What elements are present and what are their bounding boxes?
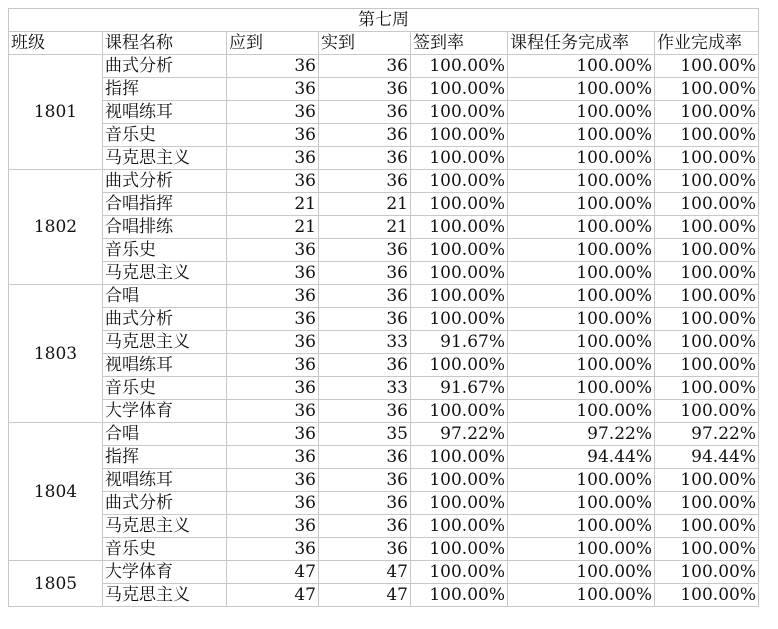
- homework-rate-cell[interactable]: 100.00%: [655, 515, 759, 538]
- expected-cell[interactable]: 36: [227, 78, 319, 101]
- table-row: [9, 469, 759, 492]
- task-rate-cell[interactable]: 100.00%: [508, 561, 655, 584]
- task-rate-cell[interactable]: 100.00%: [508, 354, 655, 377]
- task-rate-cell[interactable]: 94.44%: [508, 446, 655, 469]
- header-homework-rate[interactable]: 作业完成率: [655, 32, 759, 55]
- signin-rate-cell[interactable]: 100.00%: [411, 561, 508, 584]
- course-cell[interactable]: 曲式分析: [103, 308, 227, 331]
- actual-cell[interactable]: 36: [319, 538, 411, 561]
- actual-cell[interactable]: 36: [319, 285, 411, 308]
- actual-cell[interactable]: 36: [319, 446, 411, 469]
- actual-cell[interactable]: 36: [319, 469, 411, 492]
- expected-cell[interactable]: 36: [227, 285, 319, 308]
- table-row: [9, 331, 759, 354]
- expected-cell[interactable]: 21: [227, 193, 319, 216]
- signin-rate-cell[interactable]: 100.00%: [411, 354, 508, 377]
- course-cell[interactable]: 音乐史: [103, 538, 227, 561]
- table-row: [9, 584, 759, 607]
- actual-cell[interactable]: 36: [319, 124, 411, 147]
- class-cell[interactable]: 1803: [9, 285, 103, 423]
- signin-rate-cell[interactable]: 100.00%: [411, 492, 508, 515]
- homework-rate-cell[interactable]: 100.00%: [655, 308, 759, 331]
- course-cell[interactable]: 视唱练耳: [103, 469, 227, 492]
- class-cell[interactable]: 1804: [9, 423, 103, 561]
- course-cell[interactable]: 指挥: [103, 78, 227, 101]
- table-row: [9, 78, 759, 101]
- signin-rate-cell[interactable]: 100.00%: [411, 515, 508, 538]
- expected-cell[interactable]: 36: [227, 515, 319, 538]
- expected-cell[interactable]: 47: [227, 584, 319, 607]
- expected-cell[interactable]: 36: [227, 400, 319, 423]
- signin-rate-cell[interactable]: 100.00%: [411, 147, 508, 170]
- homework-rate-cell[interactable]: 97.22%: [655, 423, 759, 446]
- actual-cell[interactable]: 36: [319, 354, 411, 377]
- signin-rate-cell[interactable]: 100.00%: [411, 124, 508, 147]
- homework-rate-cell[interactable]: 100.00%: [655, 400, 759, 423]
- class-cell[interactable]: 1802: [9, 170, 103, 285]
- header-task-rate[interactable]: 课程任务完成率: [508, 32, 655, 55]
- table-row: [9, 285, 759, 308]
- header-row: [9, 32, 759, 55]
- homework-rate-cell[interactable]: 100.00%: [655, 147, 759, 170]
- homework-rate-cell[interactable]: 100.00%: [655, 354, 759, 377]
- table-row: [9, 538, 759, 561]
- actual-cell[interactable]: 36: [319, 55, 411, 78]
- expected-cell[interactable]: 36: [227, 492, 319, 515]
- course-cell[interactable]: 曲式分析: [103, 55, 227, 78]
- table-row: [9, 515, 759, 538]
- task-rate-cell[interactable]: 100.00%: [508, 55, 655, 78]
- table-row: [9, 377, 759, 400]
- signin-rate-cell[interactable]: 100.00%: [411, 446, 508, 469]
- class-cell[interactable]: 1805: [9, 561, 103, 607]
- header-class[interactable]: 班级: [9, 32, 103, 55]
- actual-cell[interactable]: 36: [319, 262, 411, 285]
- homework-rate-cell[interactable]: 94.44%: [655, 446, 759, 469]
- actual-cell[interactable]: 36: [319, 239, 411, 262]
- actual-cell[interactable]: 21: [319, 193, 411, 216]
- table-row: [9, 170, 759, 193]
- homework-rate-cell[interactable]: 100.00%: [655, 469, 759, 492]
- class-cell[interactable]: 1801: [9, 55, 103, 170]
- task-rate-cell[interactable]: 100.00%: [508, 400, 655, 423]
- task-rate-cell[interactable]: 100.00%: [508, 193, 655, 216]
- expected-cell[interactable]: 36: [227, 308, 319, 331]
- homework-rate-cell[interactable]: 100.00%: [655, 584, 759, 607]
- actual-cell[interactable]: 47: [319, 561, 411, 584]
- homework-rate-cell[interactable]: 100.00%: [655, 124, 759, 147]
- homework-rate-cell[interactable]: 100.00%: [655, 561, 759, 584]
- task-rate-cell[interactable]: 100.00%: [508, 492, 655, 515]
- table-row: [9, 101, 759, 124]
- homework-rate-cell[interactable]: 100.00%: [655, 331, 759, 354]
- signin-rate-cell[interactable]: 91.67%: [411, 331, 508, 354]
- task-rate-cell[interactable]: 100.00%: [508, 515, 655, 538]
- course-cell[interactable]: 合唱指挥: [103, 193, 227, 216]
- actual-cell[interactable]: 33: [319, 377, 411, 400]
- course-cell[interactable]: 曲式分析: [103, 170, 227, 193]
- task-rate-cell[interactable]: 100.00%: [508, 239, 655, 262]
- task-rate-cell[interactable]: 97.22%: [508, 423, 655, 446]
- task-rate-cell[interactable]: 100.00%: [508, 331, 655, 354]
- task-rate-cell[interactable]: 100.00%: [508, 262, 655, 285]
- course-cell[interactable]: 马克思主义: [103, 584, 227, 607]
- course-cell[interactable]: 大学体育: [103, 561, 227, 584]
- signin-rate-cell[interactable]: 100.00%: [411, 469, 508, 492]
- expected-cell[interactable]: 36: [227, 469, 319, 492]
- signin-rate-cell[interactable]: 100.00%: [411, 285, 508, 308]
- course-cell[interactable]: 音乐史: [103, 124, 227, 147]
- course-cell[interactable]: 大学体育: [103, 400, 227, 423]
- table-row: [9, 492, 759, 515]
- sheet-title[interactable]: 第七周: [9, 9, 759, 32]
- expected-cell[interactable]: 36: [227, 239, 319, 262]
- expected-cell[interactable]: 36: [227, 262, 319, 285]
- course-cell[interactable]: 马克思主义: [103, 515, 227, 538]
- task-rate-cell[interactable]: 100.00%: [508, 124, 655, 147]
- actual-cell[interactable]: 36: [319, 147, 411, 170]
- task-rate-cell[interactable]: 100.00%: [508, 538, 655, 561]
- signin-rate-cell[interactable]: 100.00%: [411, 78, 508, 101]
- signin-rate-cell[interactable]: 100.00%: [411, 55, 508, 78]
- table-row: [9, 423, 759, 446]
- task-rate-cell[interactable]: 100.00%: [508, 101, 655, 124]
- course-cell[interactable]: 马克思主义: [103, 262, 227, 285]
- table-row: [9, 446, 759, 469]
- actual-cell[interactable]: 36: [319, 492, 411, 515]
- signin-rate-cell[interactable]: 100.00%: [411, 400, 508, 423]
- actual-cell[interactable]: 36: [319, 308, 411, 331]
- expected-cell[interactable]: 36: [227, 423, 319, 446]
- task-rate-cell[interactable]: 100.00%: [508, 78, 655, 101]
- signin-rate-cell[interactable]: 100.00%: [411, 538, 508, 561]
- homework-rate-cell[interactable]: 100.00%: [655, 492, 759, 515]
- actual-cell[interactable]: 36: [319, 515, 411, 538]
- table-row: [9, 193, 759, 216]
- homework-rate-cell[interactable]: 100.00%: [655, 193, 759, 216]
- expected-cell[interactable]: 36: [227, 55, 319, 78]
- homework-rate-cell[interactable]: 100.00%: [655, 101, 759, 124]
- homework-rate-cell[interactable]: 100.00%: [655, 78, 759, 101]
- expected-cell[interactable]: 36: [227, 331, 319, 354]
- task-rate-cell[interactable]: 100.00%: [508, 170, 655, 193]
- task-rate-cell[interactable]: 100.00%: [508, 377, 655, 400]
- homework-rate-cell[interactable]: 100.00%: [655, 216, 759, 239]
- table-row: [9, 239, 759, 262]
- course-cell[interactable]: 马克思主义: [103, 331, 227, 354]
- signin-rate-cell[interactable]: 100.00%: [411, 239, 508, 262]
- task-rate-cell[interactable]: 100.00%: [508, 584, 655, 607]
- course-cell[interactable]: 指挥: [103, 446, 227, 469]
- homework-rate-cell[interactable]: 100.00%: [655, 170, 759, 193]
- signin-rate-cell[interactable]: 100.00%: [411, 101, 508, 124]
- course-cell[interactable]: 马克思主义: [103, 147, 227, 170]
- task-rate-cell[interactable]: 100.00%: [508, 216, 655, 239]
- table-row: [9, 55, 759, 78]
- attendance-table: [8, 8, 759, 607]
- expected-cell[interactable]: 21: [227, 216, 319, 239]
- title-row: [9, 9, 759, 32]
- signin-rate-cell[interactable]: 97.22%: [411, 423, 508, 446]
- course-cell[interactable]: 曲式分析: [103, 492, 227, 515]
- course-cell[interactable]: 视唱练耳: [103, 101, 227, 124]
- expected-cell[interactable]: 36: [227, 124, 319, 147]
- signin-rate-cell[interactable]: 100.00%: [411, 584, 508, 607]
- homework-rate-cell[interactable]: 100.00%: [655, 239, 759, 262]
- expected-cell[interactable]: 36: [227, 147, 319, 170]
- actual-cell[interactable]: 36: [319, 170, 411, 193]
- header-expected[interactable]: 应到: [227, 32, 319, 55]
- signin-rate-cell[interactable]: 100.00%: [411, 170, 508, 193]
- task-rate-cell[interactable]: 100.00%: [508, 308, 655, 331]
- table-row: [9, 124, 759, 147]
- course-cell[interactable]: 合唱: [103, 423, 227, 446]
- actual-cell[interactable]: 36: [319, 78, 411, 101]
- signin-rate-cell[interactable]: 100.00%: [411, 193, 508, 216]
- homework-rate-cell[interactable]: 100.00%: [655, 538, 759, 561]
- signin-rate-cell[interactable]: 91.67%: [411, 377, 508, 400]
- homework-rate-cell[interactable]: 100.00%: [655, 262, 759, 285]
- expected-cell[interactable]: 36: [227, 377, 319, 400]
- actual-cell[interactable]: 21: [319, 216, 411, 239]
- expected-cell[interactable]: 36: [227, 170, 319, 193]
- signin-rate-cell[interactable]: 100.00%: [411, 262, 508, 285]
- homework-rate-cell[interactable]: 100.00%: [655, 55, 759, 78]
- actual-cell[interactable]: 35: [319, 423, 411, 446]
- homework-rate-cell[interactable]: 100.00%: [655, 377, 759, 400]
- homework-rate-cell[interactable]: 100.00%: [655, 285, 759, 308]
- expected-cell[interactable]: 36: [227, 354, 319, 377]
- table-row: [9, 561, 759, 584]
- task-rate-cell[interactable]: 100.00%: [508, 469, 655, 492]
- course-cell[interactable]: 合唱: [103, 285, 227, 308]
- course-cell[interactable]: 合唱排练: [103, 216, 227, 239]
- table-row: [9, 354, 759, 377]
- table-row: [9, 262, 759, 285]
- actual-cell[interactable]: 47: [319, 584, 411, 607]
- actual-cell[interactable]: 36: [319, 400, 411, 423]
- course-cell[interactable]: 视唱练耳: [103, 354, 227, 377]
- signin-rate-cell[interactable]: 100.00%: [411, 216, 508, 239]
- expected-cell[interactable]: 36: [227, 101, 319, 124]
- table-row: [9, 400, 759, 423]
- table-row: [9, 216, 759, 239]
- task-rate-cell[interactable]: 100.00%: [508, 285, 655, 308]
- course-cell[interactable]: 音乐史: [103, 377, 227, 400]
- expected-cell[interactable]: 36: [227, 446, 319, 469]
- header-actual[interactable]: 实到: [319, 32, 411, 55]
- header-signin-rate[interactable]: 签到率: [411, 32, 508, 55]
- actual-cell[interactable]: 36: [319, 101, 411, 124]
- header-course[interactable]: 课程名称: [103, 32, 227, 55]
- course-cell[interactable]: 音乐史: [103, 239, 227, 262]
- task-rate-cell[interactable]: 100.00%: [508, 147, 655, 170]
- expected-cell[interactable]: 36: [227, 538, 319, 561]
- table-row: [9, 147, 759, 170]
- actual-cell[interactable]: 33: [319, 331, 411, 354]
- signin-rate-cell[interactable]: 100.00%: [411, 308, 508, 331]
- table-row: [9, 308, 759, 331]
- expected-cell[interactable]: 47: [227, 561, 319, 584]
